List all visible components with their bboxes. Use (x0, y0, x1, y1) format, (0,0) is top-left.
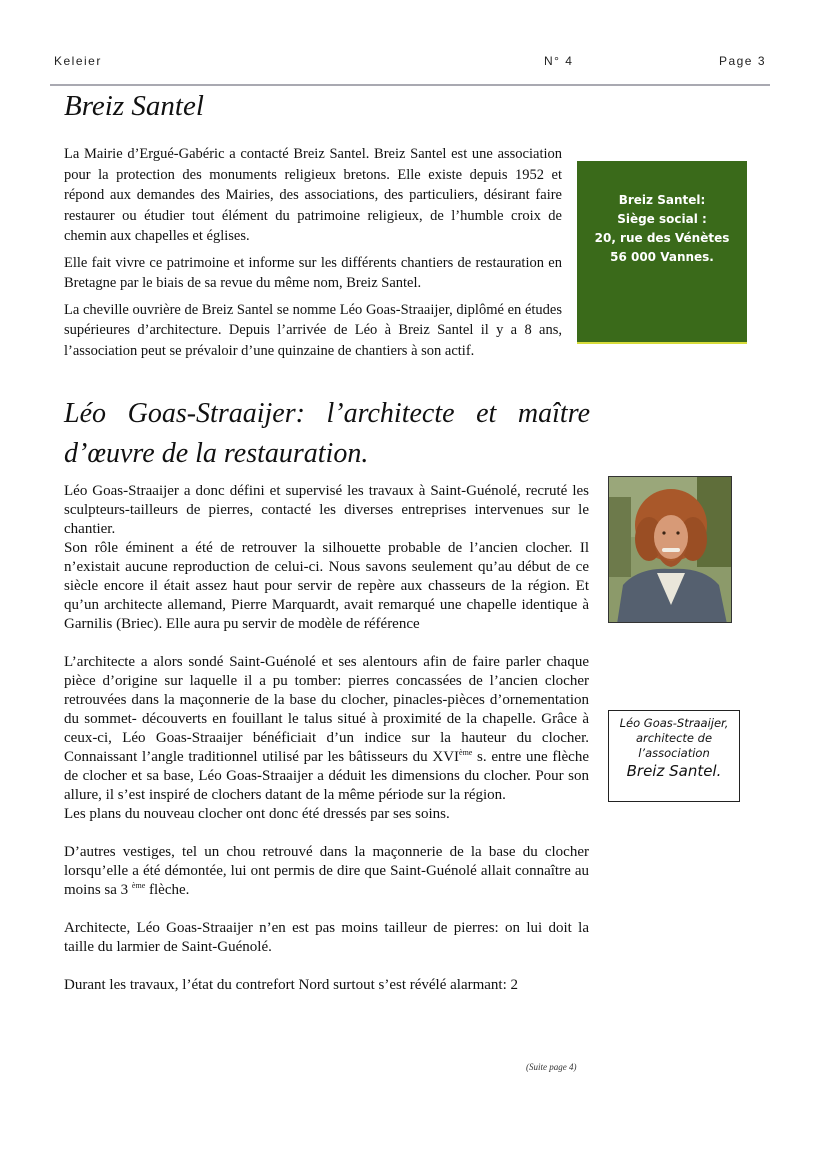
sidebox-line: 56 000 Vannes. (610, 250, 714, 264)
paragraph-gap (64, 957, 589, 976)
portrait-photo (608, 476, 732, 623)
page-header (54, 54, 766, 68)
header-rule (50, 84, 770, 86)
superscript: ème (459, 748, 473, 757)
text-run: D’autres vestiges, tel un chou retrouvé dans la maçonnerie de la base du clocher lorsqu’elle a été démontée, lui ont permis de dire que Saint-Guénolé allait connaître au moins sa 3 (64, 844, 589, 898)
caption-line: Léo Goas-Straaijer, (619, 716, 729, 730)
paragraph (64, 843, 589, 900)
header-page-number: Page 3 (718, 54, 766, 68)
section-body-breiz-santel (64, 144, 562, 367)
superscript: ème (131, 881, 146, 890)
paragraph: Architecte, Léo Goas-Straaijer n’en est pas moins tailleur de pierres: on lui doit la taille du larmier de Saint-Guénolé. (64, 920, 589, 955)
paragraph: Léo Goas-Straaijer a donc défini et supervisé les travaux à Saint-Guénolé, recruté les sculpteurs-tailleurs de pierres, contacté les diverses entreprises intervenues sur le chantier. (64, 483, 589, 537)
text-run: s. entre une flèche de clocher et sa base, Léo Goas-Straaijer a déduit les dimensions du clocher. Pour son allure, il s’est inspiré de clochers datant de la même période sur la région. (64, 749, 589, 803)
header-publication: Keleier (54, 54, 102, 68)
caption-line: l’association (638, 746, 710, 760)
paragraph-gap (64, 900, 589, 919)
caption-line: architecte de (635, 731, 713, 745)
paragraph: Son rôle éminent a été de retrouver la silhouette probable de l’ancien clocher. Il n’existait aucune reproduction de celui-ci. Nous savons seulement qu’au début de ce siècle encore il était assez haut pour servir de repère aux chasseurs de la région. Et qu’un architecte allemand, Pierre Marquardt, avait remarqué une chapelle identique à Garnilis (Briec). Elle aura pu servir de modèle de référence (64, 540, 589, 632)
portrait-illustration (609, 477, 732, 623)
paragraph (64, 653, 589, 805)
caption-line: Breiz Santel. (626, 762, 722, 780)
section-title-breiz-santel: Breiz Santel (64, 90, 204, 122)
paragraph: La Mairie d’Ergué-Gabéric a contacté Breiz Santel. Breiz Santel est une association pour la protection des monuments religieux bretons. Elle existe depuis 1952 et répond aux demandes des Mairies, des associations, des particuliers, désirant faire restaurer ou étudier tout élément du patrimoine religieux, de l’humble croix de chemin aux chapelles et églises. (64, 146, 562, 244)
paragraph: Elle fait vivre ce patrimoine et informe sur les différents chantiers de restauration en Bretagne par le biais de sa revue du même nom, Breiz Santel. (64, 254, 562, 291)
section-title-leo-goas-straaijer (64, 394, 590, 474)
sidebox-line: Siège social : (617, 212, 707, 226)
text-run: flèche. (145, 882, 190, 898)
paragraph: Durant les travaux, l’état du contrefort Nord surtout s’est révélé alarmant: 2 (64, 977, 519, 993)
title-line: Léo Goas-Straaijer: l’architecte et maître (64, 398, 590, 429)
paragraph-gap (64, 824, 589, 843)
continued-note: (Suite page 4) (526, 1062, 577, 1072)
address-sidebox (577, 161, 747, 344)
sidebox-line: Breiz Santel: (618, 193, 706, 207)
section-body-leo-goas-straaijer (64, 482, 589, 995)
text-run: L’architecte a alors sondé Saint-Guénolé et ses alentours afin de faire parler chaque pièce d’origine sur laquelle il a pu tomber: pierres concassées de l’ancien clocher retrouvées dans la maçonnerie de la base du clocher, pinacles-pièces d’ornementation du sommet- découverts en fouillant le talus situé à proximité de la chapelle. Grâce à ceux-ci, Léo Goas-Straaijer bénéficiait d’un indice sur la hauteur du clocher. Connaissant l’angle traditionnel utilisé par les bâtisseurs du XVI (64, 654, 589, 765)
paragraph-gap (64, 634, 589, 653)
photo-caption (608, 710, 740, 802)
paragraph: La cheville ouvrière de Breiz Santel se nomme Léo Goas-Straaijer, diplômé en études supérieures d’architecture. Depuis l’arrivée de Léo à Breiz Santel il y a 8 ans, l’association peut se prévaloir d’une quinzaine de chantiers à son actif. (64, 301, 562, 359)
header-issue-number: N° 4 (544, 54, 574, 68)
paragraph: Les plans du nouveau clocher ont donc été dressés par ses soins. (64, 806, 450, 822)
sidebox-line: 20, rue des Vénètes (594, 231, 730, 245)
title-line: d’œuvre de la restauration. (64, 438, 369, 469)
